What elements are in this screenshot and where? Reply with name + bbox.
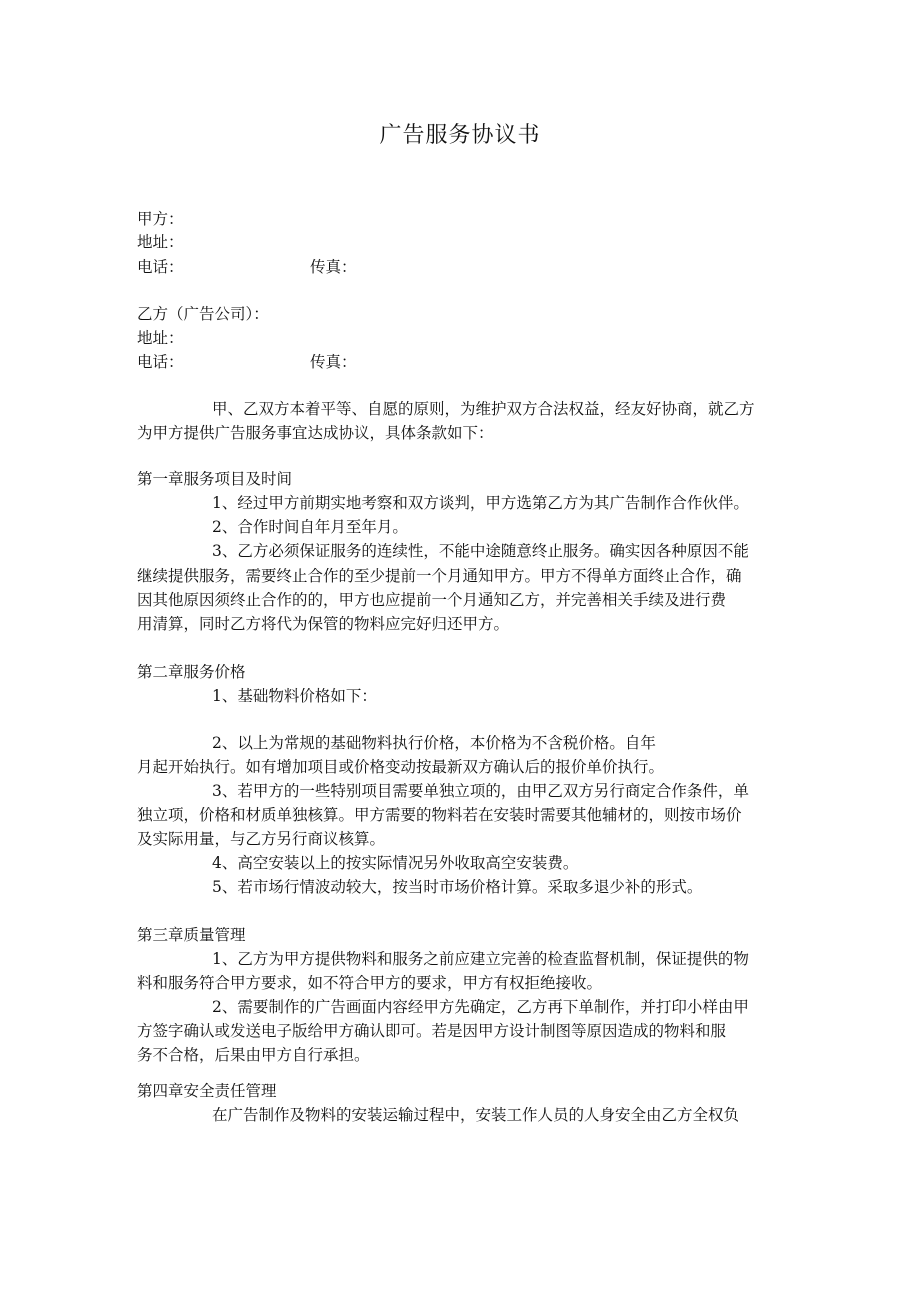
party-b-address-label: 地址： bbox=[137, 329, 184, 347]
chapter-3-line: 方签字确认或发送电子版给甲方确认即可。若是因甲方设计制图等原因造成的物料和服 bbox=[137, 1022, 727, 1040]
chapter-2-line: 月起开始执行。如有增加项目或价格变动按最新双方确认后的报价单价执行。 bbox=[137, 758, 665, 776]
party-b-name-label: 乙方（广告公司）： bbox=[137, 305, 269, 323]
chapter-2-line: 独立项，价格和材质单独核算。甲方需要的物料若在安装时需要其他辅材的，则按市场价 bbox=[137, 806, 742, 824]
party-b-phone-label: 电话： bbox=[137, 353, 184, 371]
intro-line: 甲、乙双方本着平等、自愿的原则，为维护双方合法权益，经友好协商，就乙方 bbox=[212, 400, 755, 418]
chapter-1-line: 2、合作时间自年月至年月。 bbox=[212, 518, 408, 536]
chapter-2-line: 2、以上为常规的基础物料执行价格，本价格为不含税价格。自年 bbox=[212, 734, 656, 752]
chapter-1-line: 3、乙方必须保证服务的连续性，不能中途随意终止服务。确实因各种原因不能 bbox=[212, 542, 749, 560]
chapter-4-heading: 第四章安全责任管理 bbox=[137, 1082, 277, 1100]
chapter-3-heading: 第三章质量管理 bbox=[137, 926, 246, 944]
chapter-3-line: 1、乙方为甲方提供物料和服务之前应建立完善的检查监督机制，保证提供的物 bbox=[212, 950, 749, 968]
party-a-phone-label: 电话： bbox=[137, 258, 184, 276]
intro-line: 为甲方提供广告服务事宜达成协议，具体条款如下： bbox=[137, 424, 494, 442]
chapter-3-line: 2、需要制作的广告画面内容经甲方先确定，乙方再下单制作，并打印小样由甲 bbox=[212, 998, 749, 1016]
chapter-1-heading: 第一章服务项目及时间 bbox=[137, 470, 293, 488]
chapter-3-line: 务不合格，后果由甲方自行承担。 bbox=[137, 1046, 370, 1064]
chapter-3-line: 料和服务符合甲方要求，如不符合甲方的要求，甲方有权拒绝接收。 bbox=[137, 974, 603, 992]
party-a-fax-label: 传真： bbox=[310, 258, 357, 276]
party-a-name-label: 甲方： bbox=[137, 210, 184, 228]
chapter-2-line: 5、若市场行情波动较大，按当时市场价格计算。采取多退少补的形式。 bbox=[212, 878, 703, 896]
chapter-4-line: 在广告制作及物料的安装运输过程中，安装工作人员的人身安全由乙方全权负 bbox=[212, 1106, 740, 1124]
chapter-1-line: 1、经过甲方前期实地考察和双方谈判，甲方选第乙方为其广告制作合作伙伴。 bbox=[212, 494, 749, 512]
chapter-2-line: 1、基础物料价格如下： bbox=[212, 687, 377, 705]
chapter-2-line: 4、高空安装以上的按实际情况另外收取高空安装费。 bbox=[212, 854, 579, 872]
chapter-2-line: 及实际用量，与乙方另行商议核算。 bbox=[137, 830, 386, 848]
party-a-address-label: 地址： bbox=[137, 233, 184, 251]
chapter-1-line: 继续提供服务，需要终止合作的至少提前一个月通知甲方。甲方不得单方面终止合作，确 bbox=[137, 567, 742, 585]
chapter-1-line: 用清算，同时乙方将代为保管的物料应完好归还甲方。 bbox=[137, 615, 510, 633]
chapter-2-heading: 第二章服务价格 bbox=[137, 663, 246, 681]
chapter-1-line: 因其他原因须终止合作的的，甲方也应提前一个月通知乙方，并完善相关手续及进行费 bbox=[137, 591, 727, 609]
chapter-2-line: 3、若甲方的一些特别项目需要单独立项的，由甲乙双方另行商定合作条件，单 bbox=[212, 782, 749, 800]
document-title: 广告服务协议书 bbox=[379, 123, 541, 148]
party-b-fax-label: 传真： bbox=[310, 353, 357, 371]
